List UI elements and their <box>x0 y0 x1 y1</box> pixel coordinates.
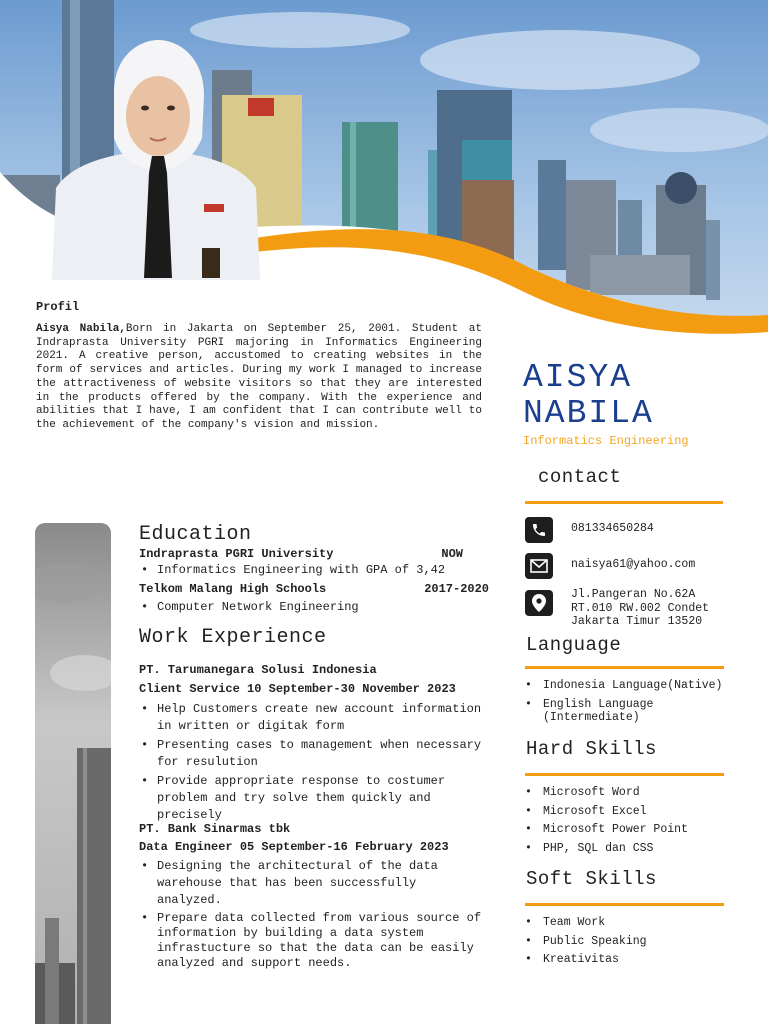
work-experience-title: Work Experience <box>139 626 327 649</box>
address-text: Jl.Pangeran No.62A RT.010 RW.002 Condet Jakarta Timur 13520 <box>571 588 710 628</box>
language-title: Language <box>526 634 622 656</box>
education-entry-1 <box>139 547 489 561</box>
school-period: NOW <box>441 547 463 561</box>
profile-heading: Profil <box>36 300 80 314</box>
list-item: • Microsoft Power Point <box>525 823 688 837</box>
contact-email <box>525 553 695 579</box>
list-item: • Team Work <box>525 916 647 930</box>
education-title: Education <box>139 523 252 546</box>
profile-name-inline: Aisya Nabila, <box>36 323 126 335</box>
list-item: • Presenting cases to management when necessary for resulution <box>139 737 484 771</box>
soft-skills-title: Soft Skills <box>526 868 657 890</box>
name-line-1: AISYA <box>523 359 633 396</box>
school-name: Indraprasta PGRI University <box>139 547 334 561</box>
grayscale-city-image <box>35 523 111 1024</box>
company-name: PT. Tarumanegara Solusi Indonesia <box>139 663 377 677</box>
profile-photo <box>52 38 260 280</box>
list-item: • Designing the architectural of the data warehouse that has been successfully analyzed. <box>139 858 484 909</box>
list-item: • Kreativitas <box>525 953 647 967</box>
company-name: PT. Bank Sinarmas tbk <box>139 822 291 836</box>
role-period: Client Service 10 September-30 November 2023 <box>139 682 456 696</box>
decorative-building-strip <box>35 523 111 1024</box>
hard-skills-divider <box>525 773 724 776</box>
education-detail-1 <box>139 562 484 581</box>
hard-skills-list <box>525 786 688 860</box>
list-item: • Computer Network Engineering <box>139 599 484 616</box>
list-item: • Provide appropriate response to costumer problem and try solve them quickly and precisely <box>139 773 484 824</box>
contact-address <box>525 590 709 629</box>
profile-body: Born in Jakarta on September 25, 2001. Student at Indraprasta University PGRI majoring in Informatics Engineering 2021. A creative person, accustomed to creating websites in the form of services and articles. During my work I managed to increase the attractiveness of website visitors so that they are interested in the products offered by the company. With the experience and abilities that I have, I am confident that I can contribute well to the achievement of the company's vision and mission. <box>36 323 482 431</box>
school-name: Telkom Malang High Schools <box>139 582 327 596</box>
job-2-tasks <box>139 858 484 973</box>
location-pin-icon <box>525 590 553 616</box>
job-1-tasks <box>139 701 484 826</box>
portrait-image <box>52 38 260 280</box>
list-item: • Prepare data collected from various source of information by building a data system infrastucture so that the data can be easily analyzed and support needs. <box>139 911 484 971</box>
contact-phone <box>525 517 654 543</box>
hard-skills-title: Hard Skills <box>526 738 657 760</box>
list-item: • Indonesia Language(Native) <box>525 679 722 693</box>
email-address: naisya61@yahoo.com <box>571 558 696 571</box>
role-period: Data Engineer 05 September-16 February 2023 <box>139 840 449 854</box>
profile-text <box>36 323 482 433</box>
list-item: • Help Customers create new account information in written or digitak form <box>139 701 484 735</box>
education-detail-2 <box>139 599 484 618</box>
list-item: • English Language (Intermediate) <box>525 698 722 725</box>
soft-skills-list <box>525 916 647 972</box>
school-period: 2017-2020 <box>424 582 489 596</box>
education-entry-2 <box>139 582 489 596</box>
language-divider <box>525 666 724 669</box>
list-item: • PHP, SQL dan CSS <box>525 842 688 856</box>
list-item: • Informatics Engineering with GPA of 3,42 <box>139 562 484 579</box>
full-name <box>523 360 654 432</box>
phone-number: 081334650284 <box>571 522 654 535</box>
contact-title: contact <box>538 466 622 488</box>
name-line-2: NABILA <box>523 395 654 432</box>
contact-divider <box>525 501 723 504</box>
list-item: • Public Speaking <box>525 935 647 949</box>
envelope-icon <box>525 553 553 579</box>
soft-skills-divider <box>525 903 724 906</box>
language-list <box>525 679 722 730</box>
job-subtitle: Informatics Engineering <box>523 434 689 448</box>
phone-icon <box>525 517 553 543</box>
list-item: • Microsoft Word <box>525 786 688 800</box>
list-item: • Microsoft Excel <box>525 805 688 819</box>
